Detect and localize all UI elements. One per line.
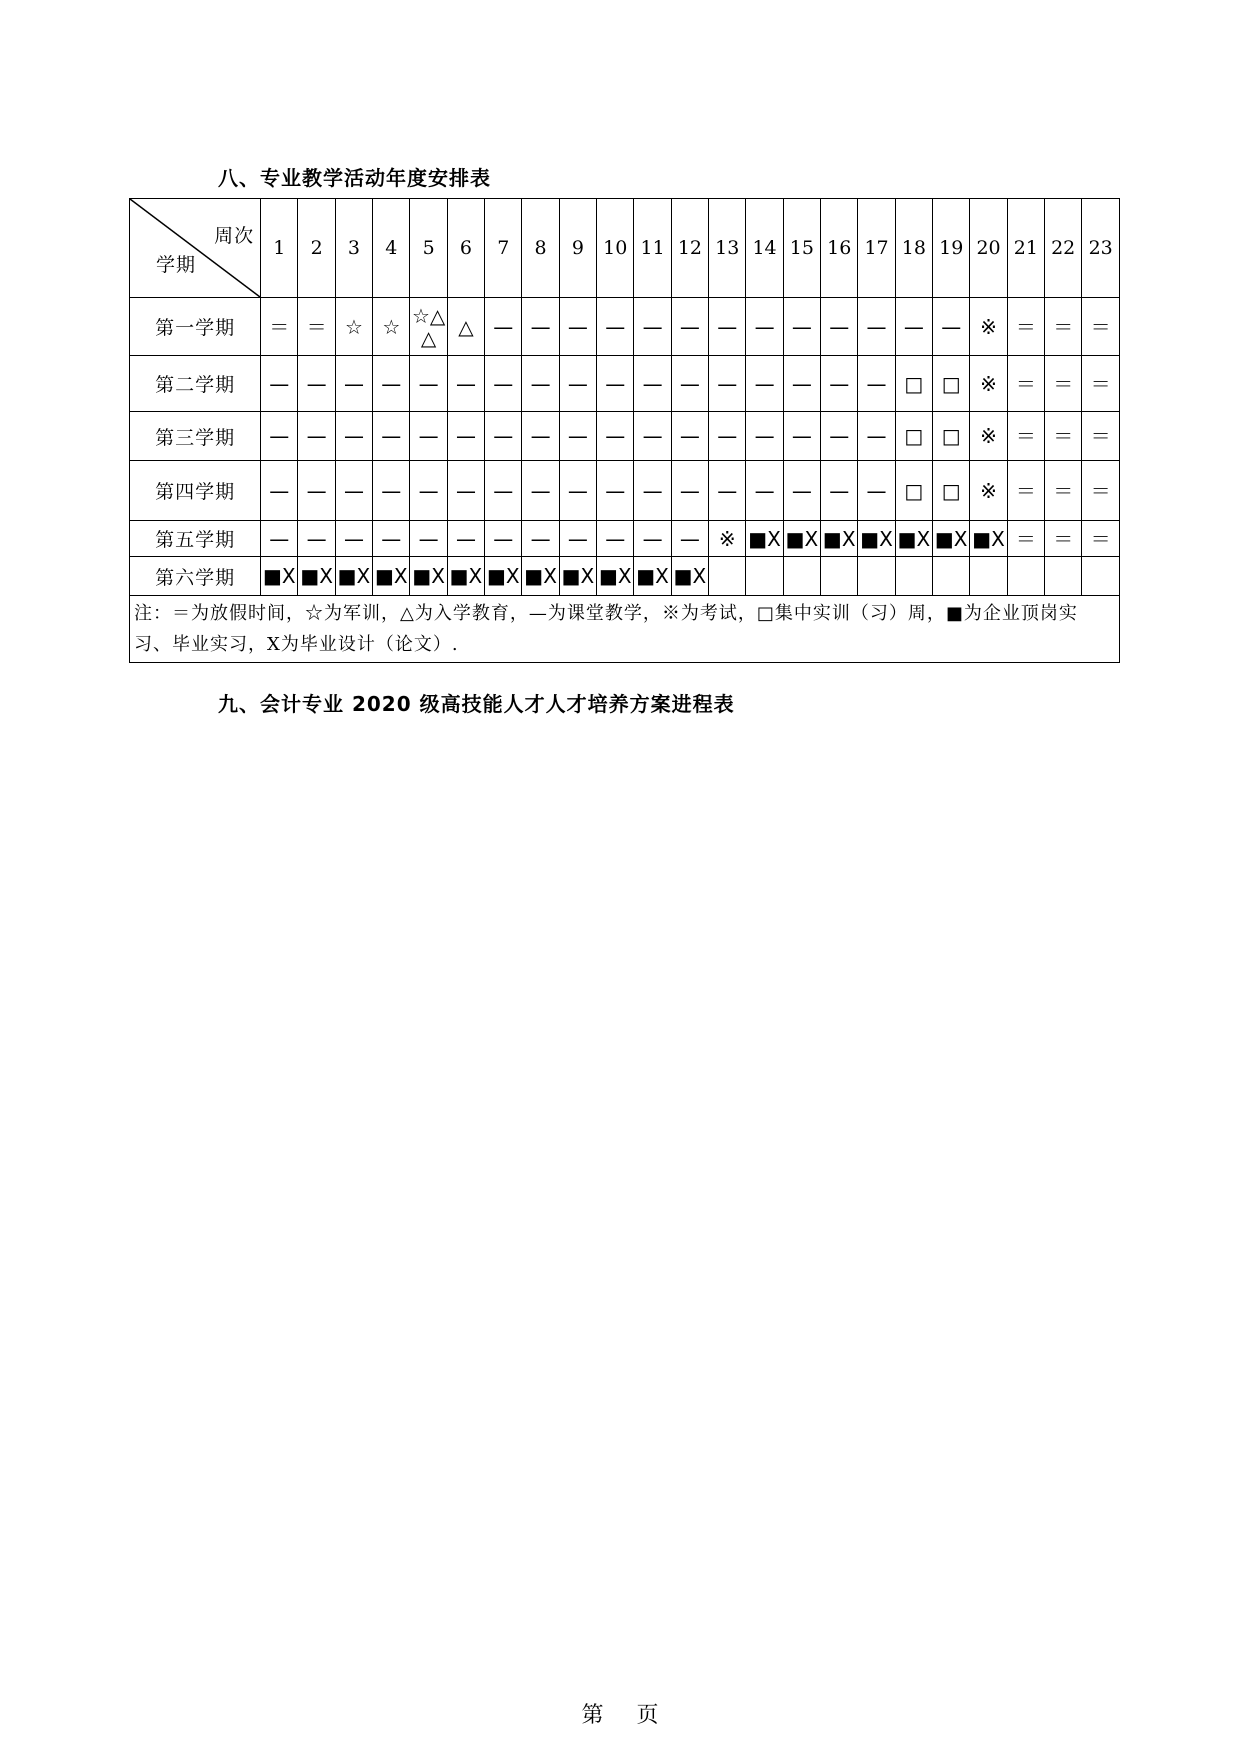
- week-number: 5: [410, 199, 447, 298]
- schedule-cell: ＝: [1082, 521, 1120, 557]
- week-number: 18: [895, 199, 932, 298]
- week-number: 22: [1045, 199, 1082, 298]
- schedule-cell: [970, 557, 1007, 596]
- schedule-cell: [783, 557, 820, 596]
- schedule-cell: —: [597, 412, 634, 461]
- schedule-cell: —: [597, 356, 634, 412]
- week-number: 4: [373, 199, 410, 298]
- schedule-cell: ＝: [1007, 461, 1044, 521]
- schedule-cell: —: [261, 412, 298, 461]
- schedule-cell: —: [821, 461, 858, 521]
- schedule-cell: ＝: [1007, 521, 1044, 557]
- term-label: 第一学期: [130, 298, 261, 356]
- week-number: 10: [597, 199, 634, 298]
- schedule-cell: —: [410, 521, 447, 557]
- schedule-cell: —: [485, 298, 522, 356]
- schedule-cell: ＝: [1007, 298, 1044, 356]
- schedule-cell: —: [634, 461, 671, 521]
- week-number: 14: [746, 199, 783, 298]
- schedule-cell: [1007, 557, 1044, 596]
- schedule-cell: □: [895, 356, 932, 412]
- schedule-cell: —: [709, 412, 746, 461]
- schedule-cell: —: [298, 412, 335, 461]
- schedule-cell: —: [559, 521, 596, 557]
- corner-cell: [130, 199, 261, 298]
- schedule-cell: ■X: [895, 521, 932, 557]
- schedule-cell: —: [410, 412, 447, 461]
- schedule-cell: ＝: [1082, 356, 1120, 412]
- schedule-cell: —: [373, 521, 410, 557]
- schedule-cell: □: [933, 356, 970, 412]
- schedule-cell: —: [447, 412, 484, 461]
- schedule-cell: —: [671, 461, 708, 521]
- schedule-cell: ■X: [410, 557, 447, 596]
- schedule-cell: [821, 557, 858, 596]
- schedule-cell: —: [261, 461, 298, 521]
- schedule-cell: □: [895, 461, 932, 521]
- week-number: 7: [485, 199, 522, 298]
- schedule-cell: —: [671, 356, 708, 412]
- schedule-cell: ■X: [373, 557, 410, 596]
- schedule-cell: —: [671, 412, 708, 461]
- term-row: [130, 461, 1120, 521]
- schedule-cell: —: [783, 356, 820, 412]
- schedule-cell: —: [485, 521, 522, 557]
- section-8-heading: 八、专业教学活动年度安排表: [218, 166, 491, 190]
- schedule-cell: —: [895, 298, 932, 356]
- week-number: 16: [821, 199, 858, 298]
- schedule-cell: —: [485, 356, 522, 412]
- term-label: 第二学期: [130, 356, 261, 412]
- schedule-cell: ※: [709, 521, 746, 557]
- section-9-heading: 九、会计专业 2020 级高技能人才人才培养方案进程表: [218, 692, 735, 716]
- schedule-cell: —: [298, 521, 335, 557]
- week-number: 17: [858, 199, 895, 298]
- schedule-cell: ☆: [373, 298, 410, 356]
- schedule-cell: ※: [970, 298, 1007, 356]
- term-row: [130, 557, 1120, 596]
- week-number: 12: [671, 199, 708, 298]
- schedule-cell: —: [821, 412, 858, 461]
- schedule-cell: —: [522, 298, 559, 356]
- schedule-cell: —: [335, 461, 372, 521]
- schedule-cell: [1045, 557, 1082, 596]
- schedule-cell: —: [559, 461, 596, 521]
- schedule-cell: —: [933, 298, 970, 356]
- week-number: 8: [522, 199, 559, 298]
- legend-note: 注：＝为放假时间，☆为军训，△为入学教育，—为课堂教学，※为考试，□集中实训（习）周，■为企业顶岗实习、毕业实习，X为毕业设计（论文）.: [130, 596, 1120, 663]
- schedule-cell: ＝: [1045, 298, 1082, 356]
- schedule-cell: —: [522, 356, 559, 412]
- week-number: 9: [559, 199, 596, 298]
- schedule-cell: ■X: [746, 521, 783, 557]
- schedule-cell: [1082, 557, 1120, 596]
- schedule-cell: ＝: [1045, 461, 1082, 521]
- schedule-cell: —: [858, 298, 895, 356]
- schedule-cell: —: [522, 461, 559, 521]
- schedule-cell: —: [746, 298, 783, 356]
- schedule-cell: —: [410, 356, 447, 412]
- schedule-cell: ＝: [1045, 356, 1082, 412]
- schedule-cell: ■X: [933, 521, 970, 557]
- schedule-cell: ■X: [634, 557, 671, 596]
- schedule-cell: [895, 557, 932, 596]
- schedule-cell: —: [559, 356, 596, 412]
- schedule-cell: [709, 557, 746, 596]
- week-number: 20: [970, 199, 1007, 298]
- schedule-cell: ※: [970, 461, 1007, 521]
- schedule-cell: —: [522, 521, 559, 557]
- schedule-cell: ■X: [522, 557, 559, 596]
- schedule-cell: ■X: [970, 521, 1007, 557]
- schedule-cell: —: [373, 412, 410, 461]
- schedule-cell: △: [447, 298, 484, 356]
- schedule-cell: ＝: [1045, 412, 1082, 461]
- term-row: [130, 298, 1120, 356]
- schedule-cell: ■X: [261, 557, 298, 596]
- term-label: 第三学期: [130, 412, 261, 461]
- schedule-cell: ＝: [1082, 412, 1120, 461]
- week-number: 19: [933, 199, 970, 298]
- schedule-table: [129, 198, 1120, 663]
- schedule-cell: —: [821, 356, 858, 412]
- schedule-cell: ※: [970, 356, 1007, 412]
- schedule-cell: —: [634, 412, 671, 461]
- schedule-cell: ■X: [597, 557, 634, 596]
- term-row: [130, 412, 1120, 461]
- page-footer: 第 页: [581, 1703, 659, 1728]
- schedule-cell: —: [709, 461, 746, 521]
- schedule-cell: —: [335, 356, 372, 412]
- schedule-cell: ※: [970, 412, 1007, 461]
- schedule-cell: ＝: [1045, 521, 1082, 557]
- schedule-cell: —: [447, 356, 484, 412]
- schedule-cell: —: [335, 521, 372, 557]
- schedule-cell: —: [447, 461, 484, 521]
- term-row: [130, 521, 1120, 557]
- term-row: [130, 356, 1120, 412]
- term-label: 第四学期: [130, 461, 261, 521]
- schedule-cell: ■X: [783, 521, 820, 557]
- schedule-cell: —: [298, 356, 335, 412]
- schedule-cell: ■X: [447, 557, 484, 596]
- week-number: 3: [335, 199, 372, 298]
- schedule-cell: [933, 557, 970, 596]
- week-number: 1: [261, 199, 298, 298]
- schedule-cell: —: [634, 298, 671, 356]
- schedule-cell: —: [298, 461, 335, 521]
- schedule-cell: □: [933, 412, 970, 461]
- schedule-cell: —: [746, 461, 783, 521]
- schedule-cell: —: [634, 521, 671, 557]
- schedule-cell: ■X: [559, 557, 596, 596]
- schedule-cell: ■X: [335, 557, 372, 596]
- schedule-cell: ＝: [1082, 461, 1120, 521]
- schedule-cell: [858, 557, 895, 596]
- week-header-row: [130, 199, 1120, 298]
- term-label: 第五学期: [130, 521, 261, 557]
- schedule-cell: ＝: [1007, 412, 1044, 461]
- schedule-cell: —: [335, 412, 372, 461]
- schedule-cell: ☆△ △: [410, 298, 447, 356]
- week-number: 23: [1082, 199, 1120, 298]
- schedule-cell: ■X: [858, 521, 895, 557]
- term-label: 第六学期: [130, 557, 261, 596]
- schedule-cell: —: [858, 356, 895, 412]
- schedule-cell: ＝: [298, 298, 335, 356]
- schedule-cell: —: [373, 461, 410, 521]
- schedule-cell: —: [597, 461, 634, 521]
- schedule-cell: —: [671, 521, 708, 557]
- week-number: 6: [447, 199, 484, 298]
- schedule-cell: [746, 557, 783, 596]
- schedule-cell: —: [261, 521, 298, 557]
- schedule-cell: —: [671, 298, 708, 356]
- week-number: 2: [298, 199, 335, 298]
- schedule-cell: □: [895, 412, 932, 461]
- schedule-cell: ■X: [298, 557, 335, 596]
- schedule-cell: —: [709, 356, 746, 412]
- week-number: 13: [709, 199, 746, 298]
- schedule-cell: ■X: [821, 521, 858, 557]
- schedule-cell: —: [783, 461, 820, 521]
- schedule-cell: —: [821, 298, 858, 356]
- schedule-cell: □: [933, 461, 970, 521]
- schedule-cell: —: [559, 298, 596, 356]
- schedule-cell: ☆: [335, 298, 372, 356]
- schedule-cell: —: [559, 412, 596, 461]
- week-number: 21: [1007, 199, 1044, 298]
- schedule-cell: ＝: [1007, 356, 1044, 412]
- week-number: 11: [634, 199, 671, 298]
- schedule-cell: —: [783, 298, 820, 356]
- schedule-cell: —: [597, 521, 634, 557]
- schedule-cell: —: [485, 461, 522, 521]
- schedule-cell: —: [373, 356, 410, 412]
- schedule-cell: —: [746, 412, 783, 461]
- schedule-cell: —: [597, 298, 634, 356]
- schedule-cell: —: [261, 356, 298, 412]
- schedule-cell: —: [485, 412, 522, 461]
- schedule-cell: —: [858, 461, 895, 521]
- schedule-cell: —: [522, 412, 559, 461]
- schedule-cell: ＝: [1082, 298, 1120, 356]
- corner-term-label: 学期: [156, 254, 197, 276]
- schedule-cell: ■X: [485, 557, 522, 596]
- schedule-cell: —: [709, 298, 746, 356]
- schedule-cell: —: [410, 461, 447, 521]
- corner-week-label: 周次: [214, 225, 255, 247]
- schedule-cell: —: [634, 356, 671, 412]
- schedule-cell: —: [783, 412, 820, 461]
- legend-row: [130, 596, 1120, 663]
- schedule-cell: —: [858, 412, 895, 461]
- schedule-cell: ■X: [671, 557, 708, 596]
- schedule-cell: —: [746, 356, 783, 412]
- schedule-cell: —: [447, 521, 484, 557]
- week-number: 15: [783, 199, 820, 298]
- schedule-cell: ＝: [261, 298, 298, 356]
